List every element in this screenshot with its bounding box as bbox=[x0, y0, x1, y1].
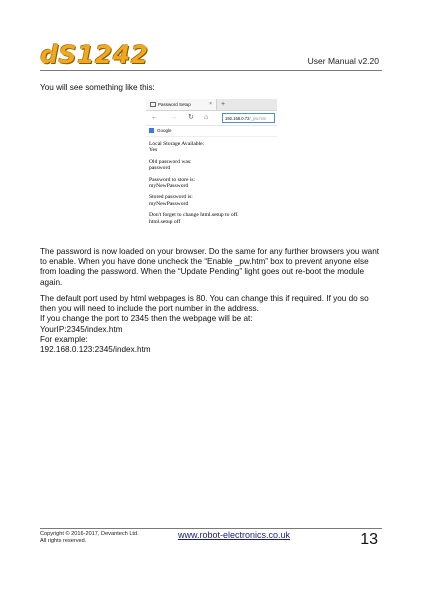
forward-icon[interactable]: → bbox=[170, 114, 177, 121]
browser-screenshot bbox=[146, 99, 277, 239]
refresh-icon[interactable]: ↻ bbox=[188, 114, 194, 121]
page-number: 13 bbox=[360, 531, 378, 548]
storage-status: Local Storage Available: Yes bbox=[149, 141, 205, 154]
intro-text: You will see something like this: bbox=[40, 83, 155, 92]
old-password: Old password was: password bbox=[149, 158, 192, 172]
nav-bar bbox=[146, 111, 277, 126]
new-tab-icon[interactable]: + bbox=[221, 101, 226, 108]
page-icon bbox=[150, 102, 156, 107]
website-link[interactable]: www.robot-electronics.co.uk bbox=[178, 530, 291, 540]
tab-title: Password Setup bbox=[158, 102, 191, 107]
address-bar[interactable] bbox=[222, 113, 275, 123]
close-icon[interactable]: × bbox=[209, 101, 212, 107]
favorite-google[interactable]: Google bbox=[157, 128, 172, 133]
url-path: /_pw.htm bbox=[249, 116, 267, 121]
back-icon[interactable]: ← bbox=[151, 114, 158, 121]
manual-version: User Manual v2.20 bbox=[307, 56, 379, 66]
tab-bar bbox=[146, 99, 277, 111]
page-content bbox=[146, 137, 277, 225]
header-divider bbox=[40, 70, 382, 71]
home-icon[interactable]: ⌂ bbox=[204, 114, 209, 121]
tab-password-setup[interactable] bbox=[146, 99, 217, 110]
stored-password: Stored password is: myNewPassword bbox=[149, 194, 193, 207]
footer-divider bbox=[40, 528, 382, 529]
paragraph-password-loaded: The password is now loaded on your browser. Do the same for any further browsers you want to enable. When you have done uncheck the “Enable _pw.htm” box to prevent anyone else from loading the password. When the “Update Pending” light goes out re-boot the module again. bbox=[40, 247, 380, 287]
logo: dS1242 bbox=[40, 40, 149, 69]
url-host: 192.168.0.72 bbox=[225, 116, 250, 121]
setup-reminder: Don't forget to change html.setup to off. html.setup off bbox=[149, 212, 239, 225]
bookmark-icon bbox=[149, 128, 154, 133]
password-to-store: Password to store is: myNewPassword bbox=[149, 176, 196, 190]
paragraph-default-port: The default port used by html webpages is 80. You can change this if required. If you do so then you will need to include the port number in the address. If you change the port to 2345 then the webpage will be at: YourIP:2345/index.htm For example: 192.168.0.123:2345/index.htm bbox=[40, 294, 369, 355]
favorites-bar bbox=[146, 126, 277, 137]
copyright: Copyright © 2016-2017, Devantech Ltd. All rights reserved. bbox=[40, 531, 139, 545]
